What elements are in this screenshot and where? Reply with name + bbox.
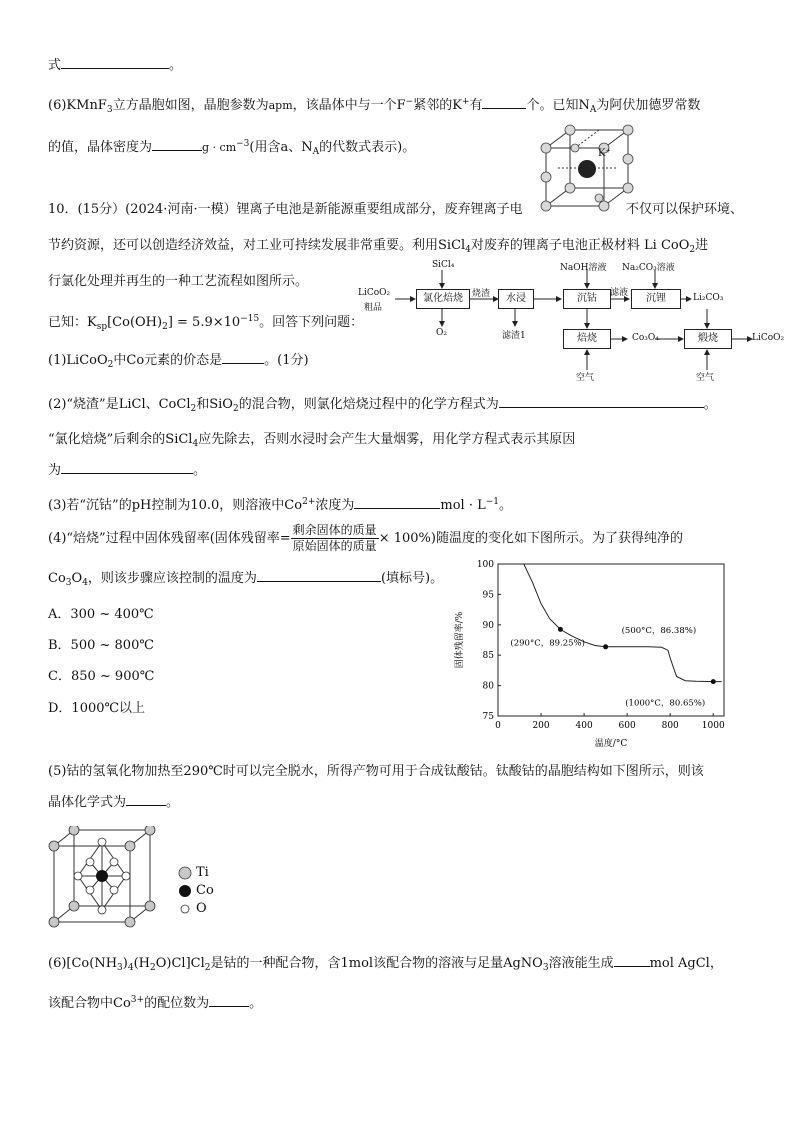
answer-blank[interactable] [126, 792, 166, 806]
q2-line2: “氯化焙烧”后剩余的SiCl$_4$应先除去，否则水浸时会产生大量烟雾，用化学方程式表示其原因 [48, 432, 576, 449]
x-tick-label: 1000 [701, 721, 725, 731]
answer-blank[interactable] [499, 394, 704, 408]
answer-blank[interactable] [61, 460, 193, 474]
flow-naoh: NaOH溶液 [560, 263, 607, 273]
y-tick-label: 75 [482, 712, 494, 722]
flow-box-lithium: 沉锂 [631, 289, 681, 309]
residue-rate-chart [450, 552, 740, 752]
q10-given: 已知：$K_{sp}[Co(OH)_2] = 5.9\times 10^{-15}$。回答下列问题： [48, 314, 364, 332]
chart-annotation: (1000°C，80.65%) [625, 698, 706, 709]
legend-ti: Ti [196, 865, 209, 880]
q6b-line1: $(6)[Co(NH_3)_4(H_2O)Cl]Cl_2$是钴的一种配合物，含1mol该配合物的溶液与足量AgNO$_3$溶液能生成 mol AgCl， [48, 953, 723, 978]
answer-blank[interactable] [257, 568, 381, 582]
q1-line: (1)LiCoO$_2$中Co元素的价态是 。(1分) [48, 350, 309, 375]
flow-box-chlorination: 氯化焙烧 [416, 289, 470, 309]
option-c[interactable]: C．850 ~ 900℃ [48, 669, 155, 684]
y-tick-label: 100 [476, 560, 494, 570]
y-tick-label: 95 [482, 590, 494, 601]
q6b-line2: 该配合物中$Co^{3+}$的配位数为 。 [48, 995, 263, 1011]
answer-blank[interactable] [482, 95, 526, 109]
answer-blank[interactable] [209, 993, 249, 1007]
legend-o: O [196, 901, 207, 916]
flow-sicl4: SiCl₄ [432, 260, 455, 270]
legend-markers [178, 866, 192, 920]
chart-xlabel: 温度/°C [594, 739, 628, 749]
flow-li2co3: Li₂CO₃ [693, 293, 724, 303]
flow-residue1: 滤渣1 [502, 331, 526, 341]
q4-line1: (4)“焙烧”过程中固体残留率(固体残留率= $\frac{\text{剩余固体的质量}}{\text{原始固体的质量}}$ × 100%)随温度的变化如下图所示。为了获得纯净的 [48, 523, 683, 553]
x-tick-label: 0 [495, 721, 501, 731]
chart-point [558, 627, 563, 632]
q6a-line2: 的值，晶体密度为 $g \cdot cm^{-3}$(用含a、$N_A$的代数式表示)。 [48, 139, 416, 157]
q5-line2: 晶体化学式为 。 [48, 792, 179, 813]
flow-arrow-residue: 烧渣 [472, 289, 491, 299]
flow-co3o4: Co₃O₄ [632, 333, 659, 343]
flow-input-label: LiCoO₂ [358, 288, 391, 298]
answer-blank[interactable] [614, 953, 650, 967]
x-tick-label: 600 [618, 721, 636, 731]
chart-point [603, 644, 608, 649]
k-ion-label: K⁺ [598, 148, 611, 159]
flow-input-label2: 粗品 [364, 303, 383, 313]
chart-point [711, 679, 716, 684]
q2-line3: 为 。 [48, 460, 206, 481]
legend-o-marker [181, 905, 189, 913]
y-tick-label: 85 [482, 651, 494, 662]
chart-series-line [509, 564, 722, 682]
x-tick-label: 200 [532, 721, 550, 731]
flow-box-leach: 水浸 [498, 289, 534, 309]
flow-na2co3: Na₂CO₃溶液 [622, 263, 675, 273]
q10-line3: 行氯化处理并再生的一种工艺流程如图所示。 [48, 274, 309, 289]
option-d[interactable]: D．1000℃以上 [48, 701, 146, 716]
q10-line1-tail: 不仅可以保护环境、 [626, 202, 744, 217]
q10-line1: 10．(15分）(2024·河南·一模）锂离子电池是新能源重要组成部分，废弃锂离子电 [48, 202, 523, 217]
q6a-line1: (6)KMnF$_3$立方晶胞如图，晶胞参数为apm，该晶体中与一个F−紧邻的K+有 个。已知$N_A$为阿伏加德罗常数 [48, 97, 701, 115]
y-tick-label: 90 [482, 620, 494, 631]
q5-line1: (5)钴的氢氧化物加热至290℃时可以完全脱水，所得产物可用于合成钛酸钴。钛酸钴的晶胞结构如下图所示，则该 [48, 764, 704, 779]
answer-blank[interactable] [152, 137, 202, 151]
top-line: 式 。 [48, 55, 182, 76]
x-tick-label: 800 [661, 721, 679, 731]
flow-licoo2: LiCoO₂ [752, 333, 785, 343]
flow-air1: 空气 [576, 373, 595, 383]
y-tick-label: 80 [482, 681, 494, 692]
chart-annotation: (290°C，89.25%) [510, 638, 585, 649]
flow-box-calcine: 煅烧 [684, 329, 732, 349]
chart-annotation: (500°C，86.38%) [621, 625, 697, 636]
co-atom [96, 870, 108, 882]
legend-co-marker [179, 885, 191, 897]
legend-co: Co [196, 883, 214, 898]
flow-box-roast: 焙烧 [563, 329, 611, 349]
flow-air2: 空气 [696, 373, 715, 383]
k-ion [578, 160, 596, 178]
q3-line: (3)若“沉钴”的pH控制为10.0，则溶液中$Co^{2+}$浓度为 mol · $L^{-1}$。 [48, 497, 513, 513]
answer-blank[interactable] [222, 350, 264, 364]
legend-ti-marker [179, 867, 191, 879]
cobalt-titanate-crystal-figure [46, 826, 176, 930]
answer-blank[interactable] [354, 495, 440, 509]
flowchart-arrows [355, 256, 785, 386]
q10-line2: 节约资源，还可以创造经济效益，对工业可持续发展非常重要。利用SiCl$_4$对废弃的锂离子电池正极材料 Li CoO$_2$进 [48, 238, 709, 255]
flow-box-cobalt: 沉钴 [563, 289, 611, 309]
residue-rate-fraction: $\frac{\text{剩余固体的质量}}{\text{原始固体的质量}}$ [292, 523, 377, 553]
answer-blank[interactable] [61, 55, 169, 69]
x-tick-label: 400 [575, 721, 593, 731]
flow-filtrate: 滤液 [610, 288, 629, 298]
q4-line2: $Co_3O_4$，则该步骤应该控制的温度为 (填标号)。 [48, 568, 443, 593]
q2-line1: (2)“烧渣”是LiCl、CoCl$_2$和SiO$_2$的混合物，则氯化焙烧过程中的化学方程式为 。 [48, 394, 717, 419]
flow-o2: O₂ [436, 328, 447, 338]
option-a[interactable]: A．300 ~ 400℃ [48, 607, 154, 622]
option-b[interactable]: B．500 ~ 800℃ [48, 638, 154, 653]
chart-ylabel: 固体残留率/% [455, 611, 465, 669]
